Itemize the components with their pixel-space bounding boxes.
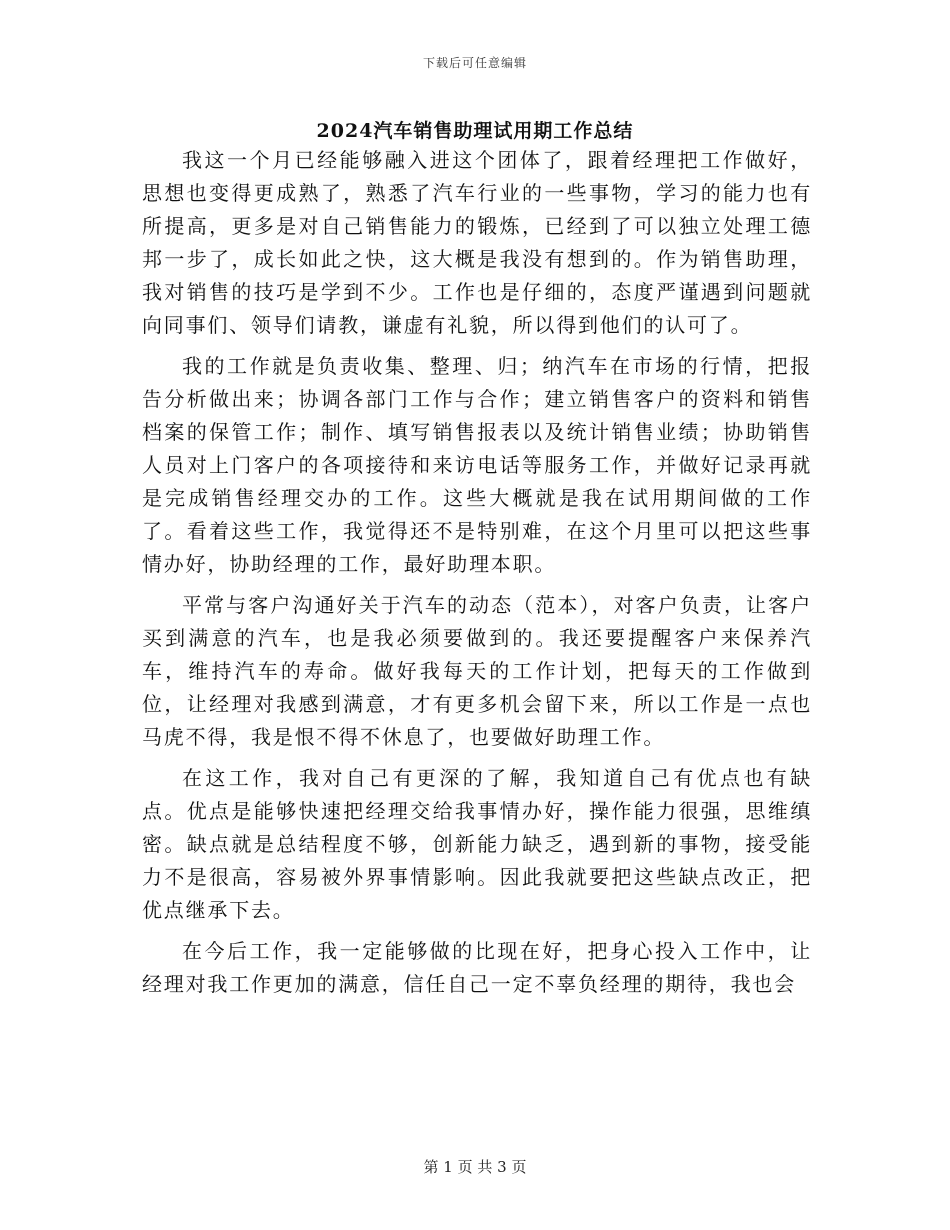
paragraph-4: 在这工作，我对自己有更深的了解，我知道自己有优点也有缺点。优点是能够快速把经理交给我事情办好，操作能力很强，思维缜密。缺点就是总结程度不够，创新能力缺乏，遇到新的事物，接受能力不是很高，容易被外界事情影响。因此我就要把这些缺点改正，把优点继承下去。 [142, 766, 812, 922]
document-title: 2024汽车销售助理试用期工作总结 [316, 120, 634, 142]
paragraph-5: 在今后工作，我一定能够做的比现在好，把身心投入工作中，让经理对我工作更加的满意，信任自己一定不辜负经理的期待，我也会 [142, 939, 812, 996]
paragraph-3: 平常与客户沟通好关于汽车的动态（范本），对客户负责，让客户买到满意的汽车，也是我必须要做到的。我还要提醒客户来保养汽车，维持汽车的寿命。做好我每天的工作计划，把每天的工作做到位，让经理对我感到满意，才有更多机会留下来，所以工作是一点也马虎不得，我是恨不得不休息了，也要做好助理工作。 [142, 593, 812, 749]
paragraph-1: 我这一个月已经能够融入进这个团体了，跟着经理把工作做好，思想也变得更成熟了，熟悉了汽车行业的一些事物，学习的能力也有所提高，更多是对自己销售能力的锻炼，已经到了可以独立处理工德邦一步了，成长如此之快，这大概是我没有想到的。作为销售助理，我对销售的技巧是学到不少。工作也是仔细的，态度严谨遇到问题就向同事们、领导们请教，谦虚有礼貌，所以得到他们的认可了。 [142, 148, 812, 337]
page-indicator: 第 1 页 共 3 页 [423, 1158, 527, 1176]
document-body [142, 144, 812, 1009]
header-note: 下载后可任意编辑 [422, 56, 527, 70]
paragraph-2: 我的工作就是负责收集、整理、归；纳汽车在市场的行情，把报告分析做出来；协调各部门工作与合作；建立销售客户的资料和销售档案的保管工作；制作、填写销售报表以及统计销售业绩；协助销售人员对上门客户的各项接待和来访电话等服务工作，并做好记录再就是完成销售经理交办的工作。这些大概就是我在试用期间做的工作了。看着这些工作，我觉得还不是特别难，在这个月里可以把这些事情办好，协助经理的工作，最好助理本职。 [142, 354, 812, 576]
